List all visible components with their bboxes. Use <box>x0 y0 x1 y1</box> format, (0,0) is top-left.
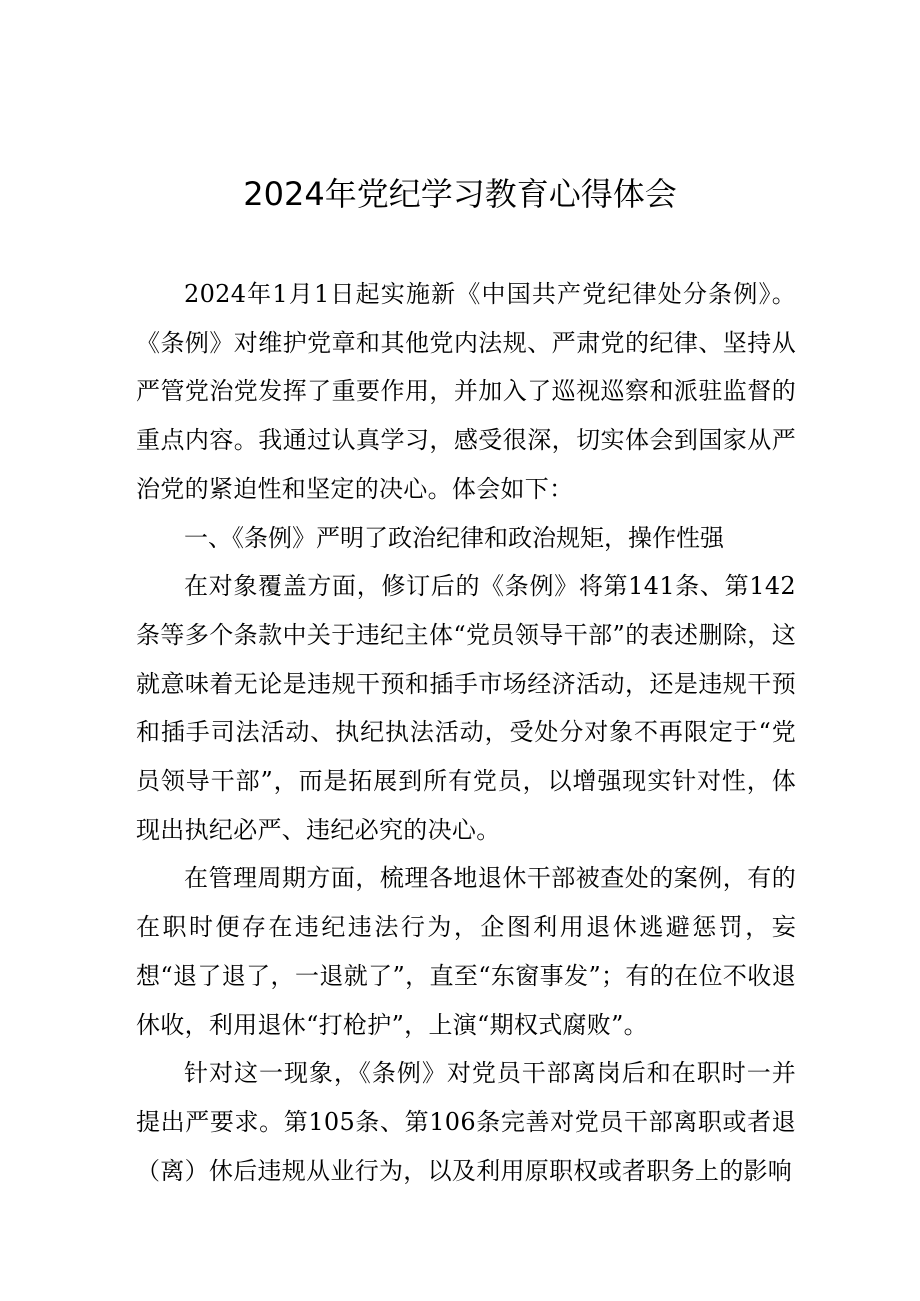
body-paragraph-management-cycle: 在管理周期方面，梳理各地退休干部被查处的案例，有的在职时便存在违纪违法行为，企图利用退休逃避惩罚，妄想“退了退了，一退就了”，直至“东窗事发”；有的在位不收退休收，利用退休“打枪护”，上演“期权式腐败”。 <box>136 864 796 1039</box>
body-paragraph-object-coverage: 在对象覆盖方面，修订后的《条例》将第141条、第142条等多个条款中关于违纪主体“党员领导干部”的表述删除，这就意味着无论是违规干预和插手市场经济活动，还是违规干预和插手司法活动、执纪执法活动，受处分对象不再限定于“党员领导干部”，而是拓展到所有党员，以增强现实针对性，体现出执纪必严、违纪必究的决心。 <box>136 572 796 844</box>
intro-paragraph: 2024年1月1日起实施新《中国共产党纪律处分条例》。《条例》对维护党章和其他党内法规、严肃党的纪律、坚持从严管党治党发挥了重要作用，并加入了巡视巡察和派驻监督的重点内容。我通过认真学习，感受很深，切实体会到国家从严治党的紧迫性和坚定的决心。体会如下： <box>136 280 796 503</box>
document-title: 2024年党纪学习教育心得体会 <box>243 175 677 213</box>
section-heading-1: 一、《条例》严明了政治纪律和政治规矩，操作性强 <box>184 523 724 552</box>
document-body <box>136 270 796 1195</box>
body-paragraph-requirements: 针对这一现象，《条例》对党员干部离岗后和在职时一并提出严要求。第105条、第106条完善对党员干部离职或者退（离）休后违规从业行为，以及利用原职权或者职务上的影响 <box>136 1059 796 1185</box>
